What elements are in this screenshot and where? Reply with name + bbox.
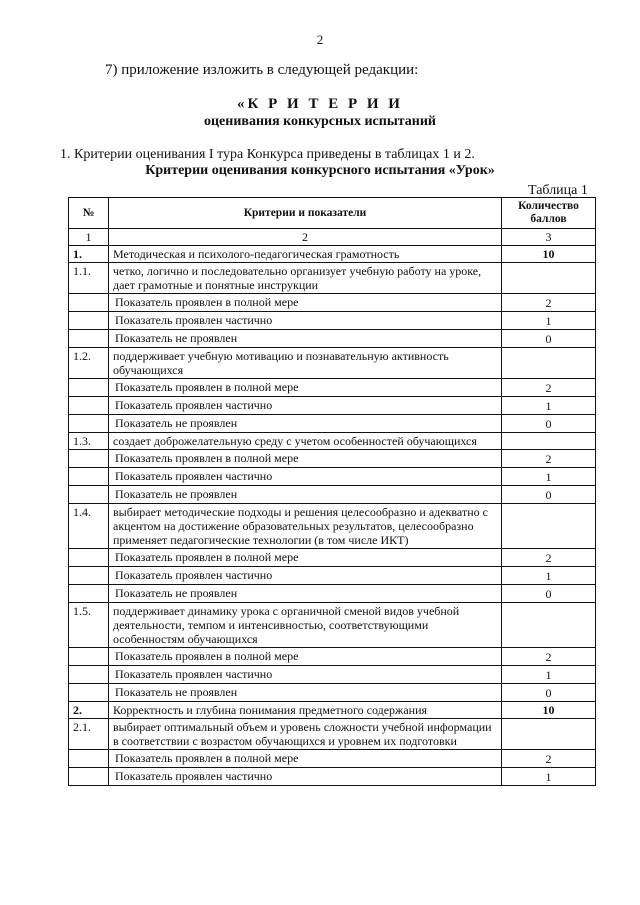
table-row <box>69 263 596 294</box>
row-score-cell: 1 <box>502 468 596 486</box>
table-row <box>69 666 596 684</box>
header-score: Количество баллов <box>502 198 596 229</box>
row-number-cell <box>69 567 109 585</box>
row-number-cell <box>69 486 109 504</box>
row-score-cell: 1 <box>502 312 596 330</box>
row-score-cell: 1 <box>502 397 596 415</box>
row-criteria-cell: Показатель проявлен частично <box>109 397 502 415</box>
row-criteria-cell: Показатель не проявлен <box>109 486 502 504</box>
table-row <box>69 719 596 750</box>
row-criteria-cell: Показатель проявлен в полной мере <box>109 648 502 666</box>
row-criteria-cell: выбирает методические подходы и решения целесообразно и адекватно с акцентом на достижение образовательных результатов, целесообразно применяет педагогические технологии (в том числе ИКТ) <box>109 504 502 549</box>
row-number-cell: 1.4. <box>69 504 109 549</box>
row-score-cell: 0 <box>502 684 596 702</box>
row-score-cell: 2 <box>502 379 596 397</box>
row-number-cell: 2. <box>69 702 109 719</box>
table-caption: Критерии оценивания конкурсного испытания «Урок» <box>145 163 495 178</box>
row-criteria-cell: Показатель проявлен в полной мере <box>109 549 502 567</box>
table-row <box>69 415 596 433</box>
row-criteria-cell: Показатель проявлен в полной мере <box>109 379 502 397</box>
table-row <box>69 684 596 702</box>
row-criteria-cell: Показатель проявлен в полной мере <box>109 750 502 768</box>
row-criteria-cell: Методическая и психолого-педагогическая грамотность <box>109 246 502 263</box>
document-subtitle: оценивания конкурсных испытаний <box>203 114 437 129</box>
row-criteria-cell: Показатель не проявлен <box>109 415 502 433</box>
intro-line: 7) приложение изложить в следующей редакции: <box>105 62 419 78</box>
row-number-cell <box>69 330 109 348</box>
table-row <box>69 768 596 786</box>
row-number-cell <box>69 648 109 666</box>
table-row <box>69 330 596 348</box>
table-header-row <box>69 198 596 229</box>
row-number-cell <box>69 379 109 397</box>
table-row <box>69 246 596 263</box>
row-criteria-cell: поддерживает учебную мотивацию и познавательную активность обучающихся <box>109 348 502 379</box>
row-criteria-cell: Корректность и глубина понимания предметного содержания <box>109 702 502 719</box>
row-criteria-cell: Показатель не проявлен <box>109 330 502 348</box>
section-heading: 1. Критерии оценивания I тура Конкурса приведены в таблицах 1 и 2. <box>60 147 475 162</box>
page-number: 2 <box>316 32 324 47</box>
table-row <box>69 294 596 312</box>
row-criteria-cell: Показатель проявлен частично <box>109 567 502 585</box>
row-criteria-cell: Показатель проявлен частично <box>109 768 502 786</box>
row-score-cell: 2 <box>502 450 596 468</box>
row-criteria-cell: создает доброжелательную среду с учетом особенностей обучающихся <box>109 433 502 450</box>
row-score-cell: 2 <box>502 549 596 567</box>
row-number-cell <box>69 585 109 603</box>
table-row <box>69 702 596 719</box>
row-number-cell: 1.2. <box>69 348 109 379</box>
header-number: № <box>69 198 109 229</box>
row-number-cell <box>69 415 109 433</box>
table-row <box>69 567 596 585</box>
table-row <box>69 486 596 504</box>
row-number-cell <box>69 397 109 415</box>
row-number-cell: 1.5. <box>69 603 109 648</box>
row-number-cell <box>69 768 109 786</box>
row-number-cell: 1.1. <box>69 263 109 294</box>
row-number-cell <box>69 312 109 330</box>
row-criteria-cell: Показатель проявлен частично <box>109 468 502 486</box>
row-number-cell <box>69 294 109 312</box>
row-score-cell: 0 <box>502 330 596 348</box>
row-score-cell: 0 <box>502 585 596 603</box>
row-criteria-cell: Показатель проявлен в полной мере <box>109 294 502 312</box>
row-number-cell <box>69 750 109 768</box>
row-score-cell: 0 <box>502 415 596 433</box>
row-criteria-cell: Показатель проявлен частично <box>109 666 502 684</box>
row-score-cell: 2 <box>502 294 596 312</box>
row-number-cell <box>69 684 109 702</box>
header-criteria: Критерии и показатели <box>109 198 502 229</box>
row-criteria-cell: Показатель не проявлен <box>109 585 502 603</box>
row-score-cell: 0 <box>502 486 596 504</box>
row-score-cell <box>502 263 596 294</box>
table-index-row <box>69 229 596 246</box>
table-row <box>69 504 596 549</box>
table-row <box>69 603 596 648</box>
row-number-cell <box>69 468 109 486</box>
row-number-cell: 2.1. <box>69 719 109 750</box>
table-row <box>69 379 596 397</box>
index-cell: 3 <box>502 229 596 246</box>
row-score-cell <box>502 719 596 750</box>
row-score-cell: 2 <box>502 648 596 666</box>
table-row <box>69 450 596 468</box>
index-cell: 2 <box>109 229 502 246</box>
table-row <box>69 549 596 567</box>
row-score-cell: 10 <box>502 246 596 263</box>
table-row <box>69 433 596 450</box>
row-number-cell <box>69 666 109 684</box>
row-score-cell: 1 <box>502 567 596 585</box>
table-row <box>69 585 596 603</box>
row-score-cell <box>502 504 596 549</box>
row-score-cell: 2 <box>502 750 596 768</box>
row-number-cell <box>69 549 109 567</box>
row-criteria-cell: выбирает оптимальный объем и уровень сложности учебной информации в соответствии с возрастом обучающихся и уровнем их подготовки <box>109 719 502 750</box>
table-row <box>69 348 596 379</box>
row-score-cell <box>502 348 596 379</box>
table-row <box>69 312 596 330</box>
index-cell: 1 <box>69 229 109 246</box>
document-title: «К Р И Т Е Р И И <box>237 96 403 112</box>
table-row <box>69 648 596 666</box>
criteria-table <box>68 197 596 786</box>
row-score-cell: 1 <box>502 666 596 684</box>
row-criteria-cell: Показатель не проявлен <box>109 684 502 702</box>
row-number-cell: 1.3. <box>69 433 109 450</box>
row-criteria-cell: поддерживает динамику урока с органичной сменой видов учебной деятельности, темпом и интенсивностью, соответствующими особенностям обучающихся <box>109 603 502 648</box>
row-score-cell <box>502 603 596 648</box>
table-row <box>69 397 596 415</box>
row-score-cell: 10 <box>502 702 596 719</box>
row-number-cell: 1. <box>69 246 109 263</box>
row-score-cell <box>502 433 596 450</box>
table-label: Таблица 1 <box>528 183 588 198</box>
table-row <box>69 468 596 486</box>
row-criteria-cell: Показатель проявлен частично <box>109 312 502 330</box>
row-number-cell <box>69 450 109 468</box>
row-score-cell: 1 <box>502 768 596 786</box>
row-criteria-cell: четко, логично и последовательно организует учебную работу на уроке, дает грамотные и понятные инструкции <box>109 263 502 294</box>
row-criteria-cell: Показатель проявлен в полной мере <box>109 450 502 468</box>
table-row <box>69 750 596 768</box>
